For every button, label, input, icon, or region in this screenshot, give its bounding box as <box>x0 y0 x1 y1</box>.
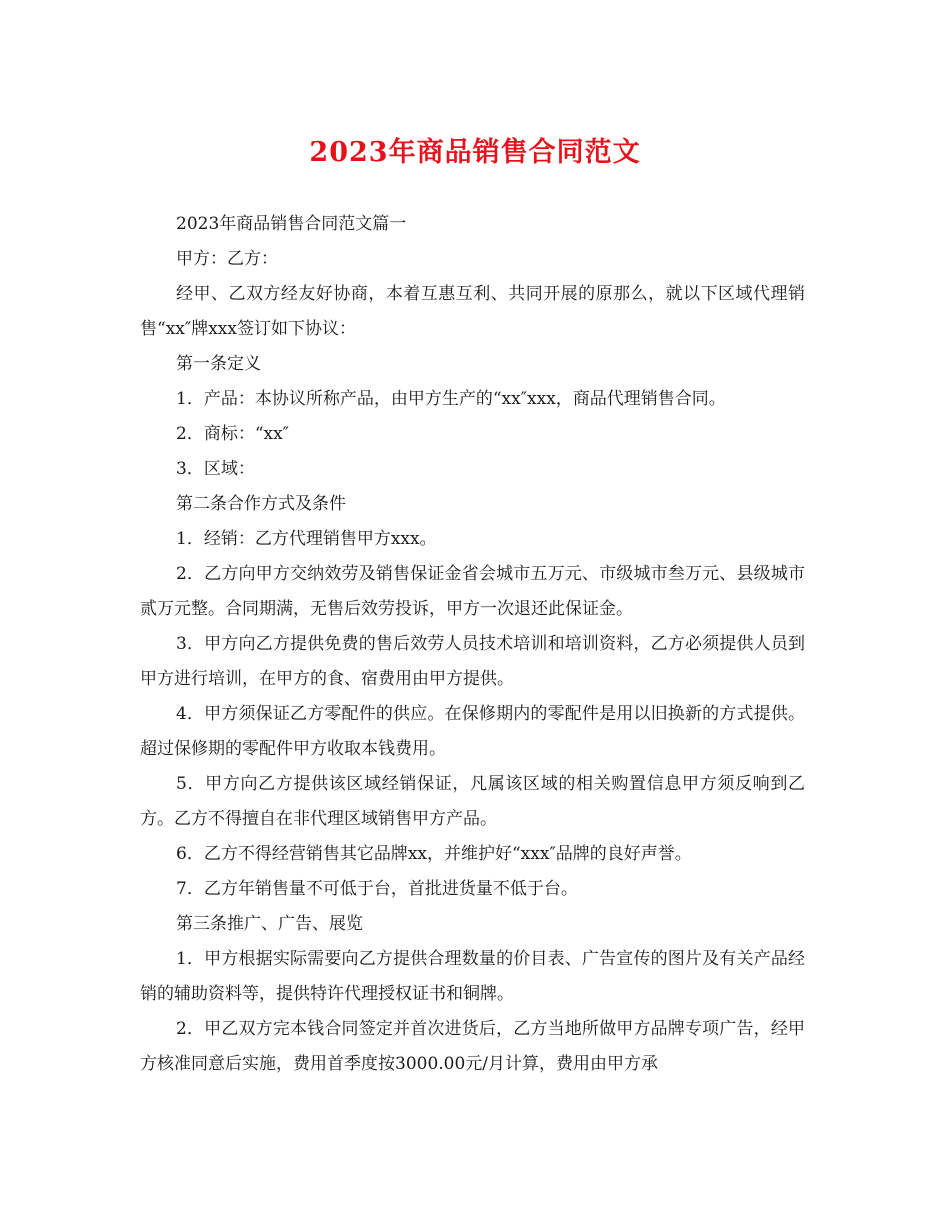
article-1-heading: 第一条定义 <box>176 354 261 374</box>
article-2-item-4: 4．甲方须保证乙方零配件的供应。在保修期内的零配件是用以旧换新的方式提供。超过保修期的零配件甲方收取本钱费用。 <box>140 704 805 759</box>
paragraph-parties: 甲方：乙方： <box>176 249 278 269</box>
article-1-item-2: 2．商标：“xx″ <box>176 424 290 444</box>
article-2-heading: 第二条合作方式及条件 <box>176 494 346 514</box>
article-2-item-3: 3．甲方向乙方提供免费的售后效劳人员技术培训和培训资料，乙方必须提供人员到甲方进行培训，在甲方的食、宿费用由甲方提供。 <box>140 634 805 689</box>
paragraph-heading-part1: 2023年商品销售合同范文篇一 <box>176 214 407 234</box>
article-1-item-1: 1．产品：本协议所称产品，由甲方生产的“xx″xxx，商品代理销售合同。 <box>176 389 726 409</box>
article-1-item-3: 3．区域： <box>176 459 255 479</box>
article-2-item-5: 5．甲方向乙方提供该区域经销保证，凡属该区域的相关购置信息甲方须反响到乙方。乙方不得擅自在非代理区域销售甲方产品。 <box>140 774 805 829</box>
article-3-heading: 第三条推广、广告、展览 <box>176 914 363 934</box>
document-title: 2023年商品销售合同范文 <box>309 137 641 168</box>
document-body <box>140 207 805 1082</box>
article-2-item-1: 1．经销：乙方代理销售甲方xxx。 <box>176 529 437 549</box>
article-2-item-6: 6．乙方不得经营销售其它品牌xx，并维护好“xxx″品牌的良好声誉。 <box>176 844 692 864</box>
article-2-item-7: 7．乙方年销售量不可低于台，首批进货量不低于台。 <box>176 879 578 899</box>
article-2-item-2: 2．乙方向甲方交纳效劳及销售保证金省会城市五万元、市级城市叁万元、县级城市贰万元整。合同期满，无售后效劳投诉，甲方一次退还此保证金。 <box>140 564 805 619</box>
paragraph-preamble: 经甲、乙双方经友好协商，本着互惠互利、共同开展的原那么，就以下区域代理销售“xx″牌xxx签订如下协议： <box>140 284 805 339</box>
article-3-item-2: 2．甲乙双方完本钱合同签定并首次进货后，乙方当地所做甲方品牌专项广告，经甲方核准同意后实施，费用首季度按3000.00元/月计算，费用由甲方承 <box>140 1019 805 1074</box>
article-3-item-1: 1．甲方根据实际需要向乙方提供合理数量的价目表、广告宣传的图片及有关产品经销的辅助资料等，提供特许代理授权证书和铜牌。 <box>140 949 805 1004</box>
